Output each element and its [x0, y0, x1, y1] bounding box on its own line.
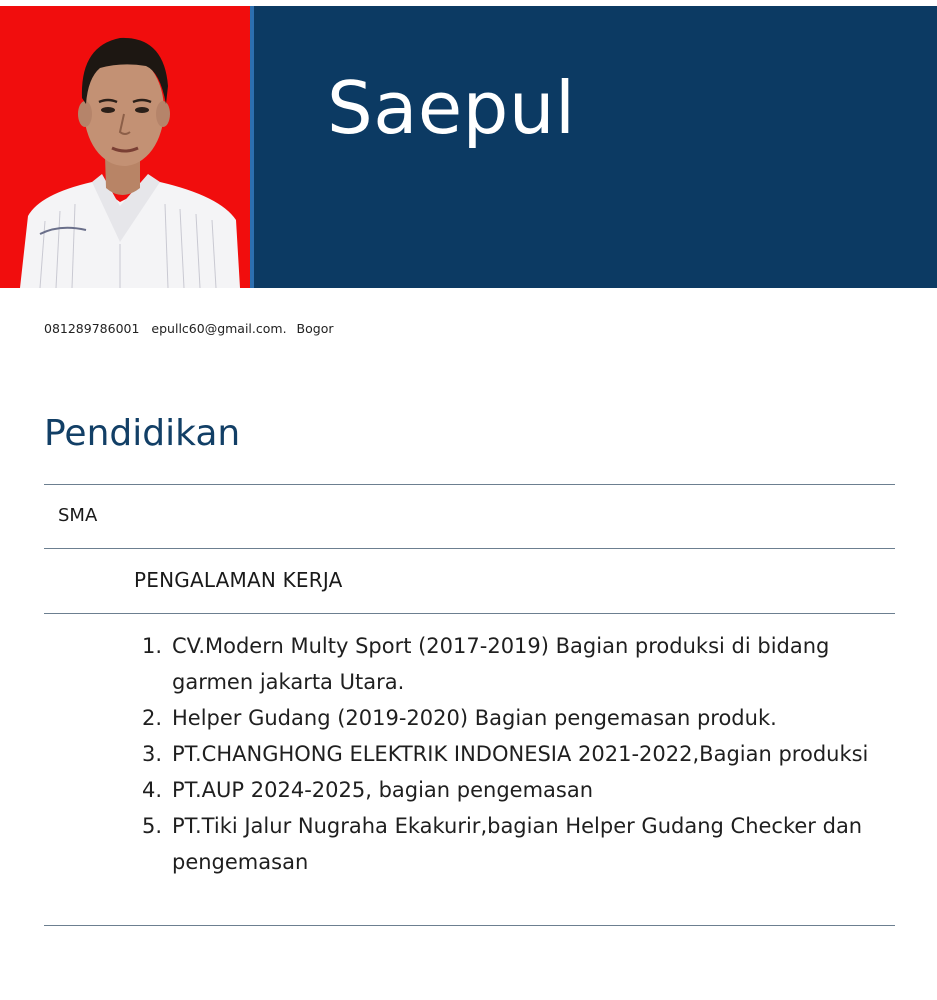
list-text: CV.Modern Multy Sport (2017-2019) Bagian produksi di bidang garmen jakarta Utara.	[172, 634, 830, 694]
list-text: PT.AUP 2024-2025, bagian pengemasan	[172, 778, 594, 802]
divider	[44, 548, 895, 549]
list-text: Helper Gudang (2019-2020) Bagian pengemasan produk.	[172, 706, 777, 730]
list-item	[142, 772, 872, 808]
divider	[44, 925, 895, 926]
list-item	[142, 808, 872, 880]
portrait-illustration	[0, 6, 250, 288]
divider	[44, 484, 895, 485]
email-address: epullc60@gmail.com.	[151, 321, 287, 336]
list-number: 5.	[142, 814, 163, 838]
list-number: 2.	[142, 706, 163, 730]
section-title-experience: PENGALAMAN KERJA	[134, 568, 343, 592]
list-number: 3.	[142, 742, 163, 766]
city: Bogor	[296, 321, 334, 336]
list-number: 4.	[142, 778, 163, 802]
resume-header	[0, 6, 937, 288]
list-text: PT.Tiki Jalur Nugraha Ekakurir,bagian Helper Gudang Checker dan pengemasan	[172, 814, 863, 874]
experience-list	[142, 628, 872, 880]
contact-line	[44, 321, 340, 336]
education-level: SMA	[58, 505, 98, 526]
list-number: 1.	[142, 634, 163, 658]
list-item	[142, 700, 872, 736]
profile-photo	[0, 6, 250, 288]
candidate-name: Saepul	[327, 66, 576, 150]
section-title-education: Pendidikan	[44, 413, 241, 454]
list-item	[142, 736, 872, 772]
list-text: PT.CHANGHONG ELEKTRIK INDONESIA 2021-2022,Bagian produksi	[172, 742, 869, 766]
photo-divider	[250, 6, 254, 288]
list-item	[142, 628, 872, 700]
divider	[44, 613, 895, 614]
phone-number: 081289786001	[44, 321, 140, 336]
